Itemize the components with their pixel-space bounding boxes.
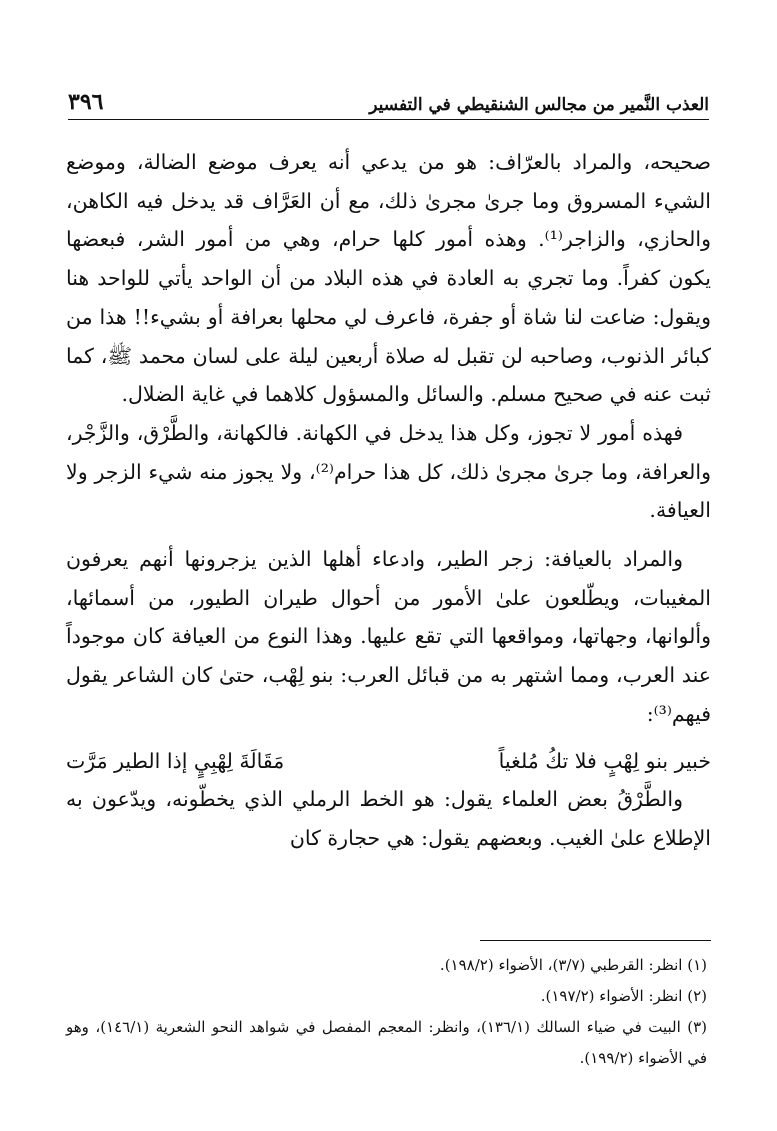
page-number: ٣٩٦ (68, 89, 104, 115)
paragraph-4: والطَّرْقُ بعض العلماء يقول: هو الخط الرملي الذي يخطّونه، ويدّعون به الإطلاع علىٰ الغيب. وبعضهم يقول: هي حجارة كان (66, 787, 711, 850)
verse-first-hemistich: خبير بنو لِهْبٍ فلا تكُ مُلغياً (498, 748, 711, 773)
footnote-1: (١) انظر: القرطبي (٣/٧)، الأضواء (١٩٨/٢). (439, 956, 707, 974)
paragraph-2: فهذه أمور لا تجوز، وكل هذا يدخل في الكهانة. فالكهانة، والطَّرْق، والزَّجْر، والعرافة، وما جرىٰ مجرىٰ ذلك، كل هذا حرام⁽²⁾، ولا يجوز منه شيء الزجر ولا العيافة. (66, 420, 711, 523)
footnotes (66, 950, 707, 1074)
footnote-divider (480, 940, 711, 941)
poetry-verse (66, 742, 711, 781)
running-header (68, 82, 709, 120)
paragraph-1: صحيحه، والمراد بالعرّاف: هو من يدعي أنه يعرف موضع الضالة، وموضع الشيء المسروق وما جرىٰ مجرىٰ ذلك، مع أن العَرَّاف قد يدخل فيه الكاهن، والحازي، والزاجر⁽¹⁾. وهذه أمور كلها حرام، وهي من أمور الشر، فبعضها يكون كفراً. وما تجري به العادة في هذه البلاد من أن الواحد يأتي للواحد هنا ويقول: ضاعت لنا شاة أو جفرة، فاعرف لي محلها بعرافة أو بشيء!! هذا من كبائر الذنوب، وصاحبه لن تقبل له صلاة أربعين ليلة على لسان محمد ﷺ، كما ثبت عنه في صحيح مسلم. والسائل والمسؤول كلاهما في غاية الضلال. (66, 150, 712, 407)
verse-second-hemistich: مَقَالَةَ لِهْبِيٍ إذا الطير مَرَّت (66, 748, 285, 773)
paragraph-3: والمراد بالعيافة: زجر الطير، وادعاء أهلها الذين يزجرونها أنهم يعرفون المغيبات، ويطّلعون علىٰ الأمور من أحوال طيران الطيور، من أسمائها، وألوانها، وجهاتها، ومواقعها التي تقع عليها. وهذا النوع من العيافة كان موجوداً عند العرب، ومما اشتهر به من قبائل العرب: بنو لِهْب، حتىٰ كان الشاعر يقول فيهم⁽³⁾: (66, 547, 712, 726)
running-title: العذب النَّمير من مجالس الشنقيطي في التفسير (369, 95, 709, 115)
footnote-3: (٣) البيت في ضياء السالك (١٣٦/١)، وانظر: المعجم المفصل في شواهد النحو الشعرية (١٤٦/١)، وهو في الأضواء (١٩٩/٢). (66, 1018, 707, 1067)
footnote-2: (٢) انظر: الأضواء (١٩٧/٢). (540, 987, 707, 1005)
main-text (66, 143, 711, 858)
